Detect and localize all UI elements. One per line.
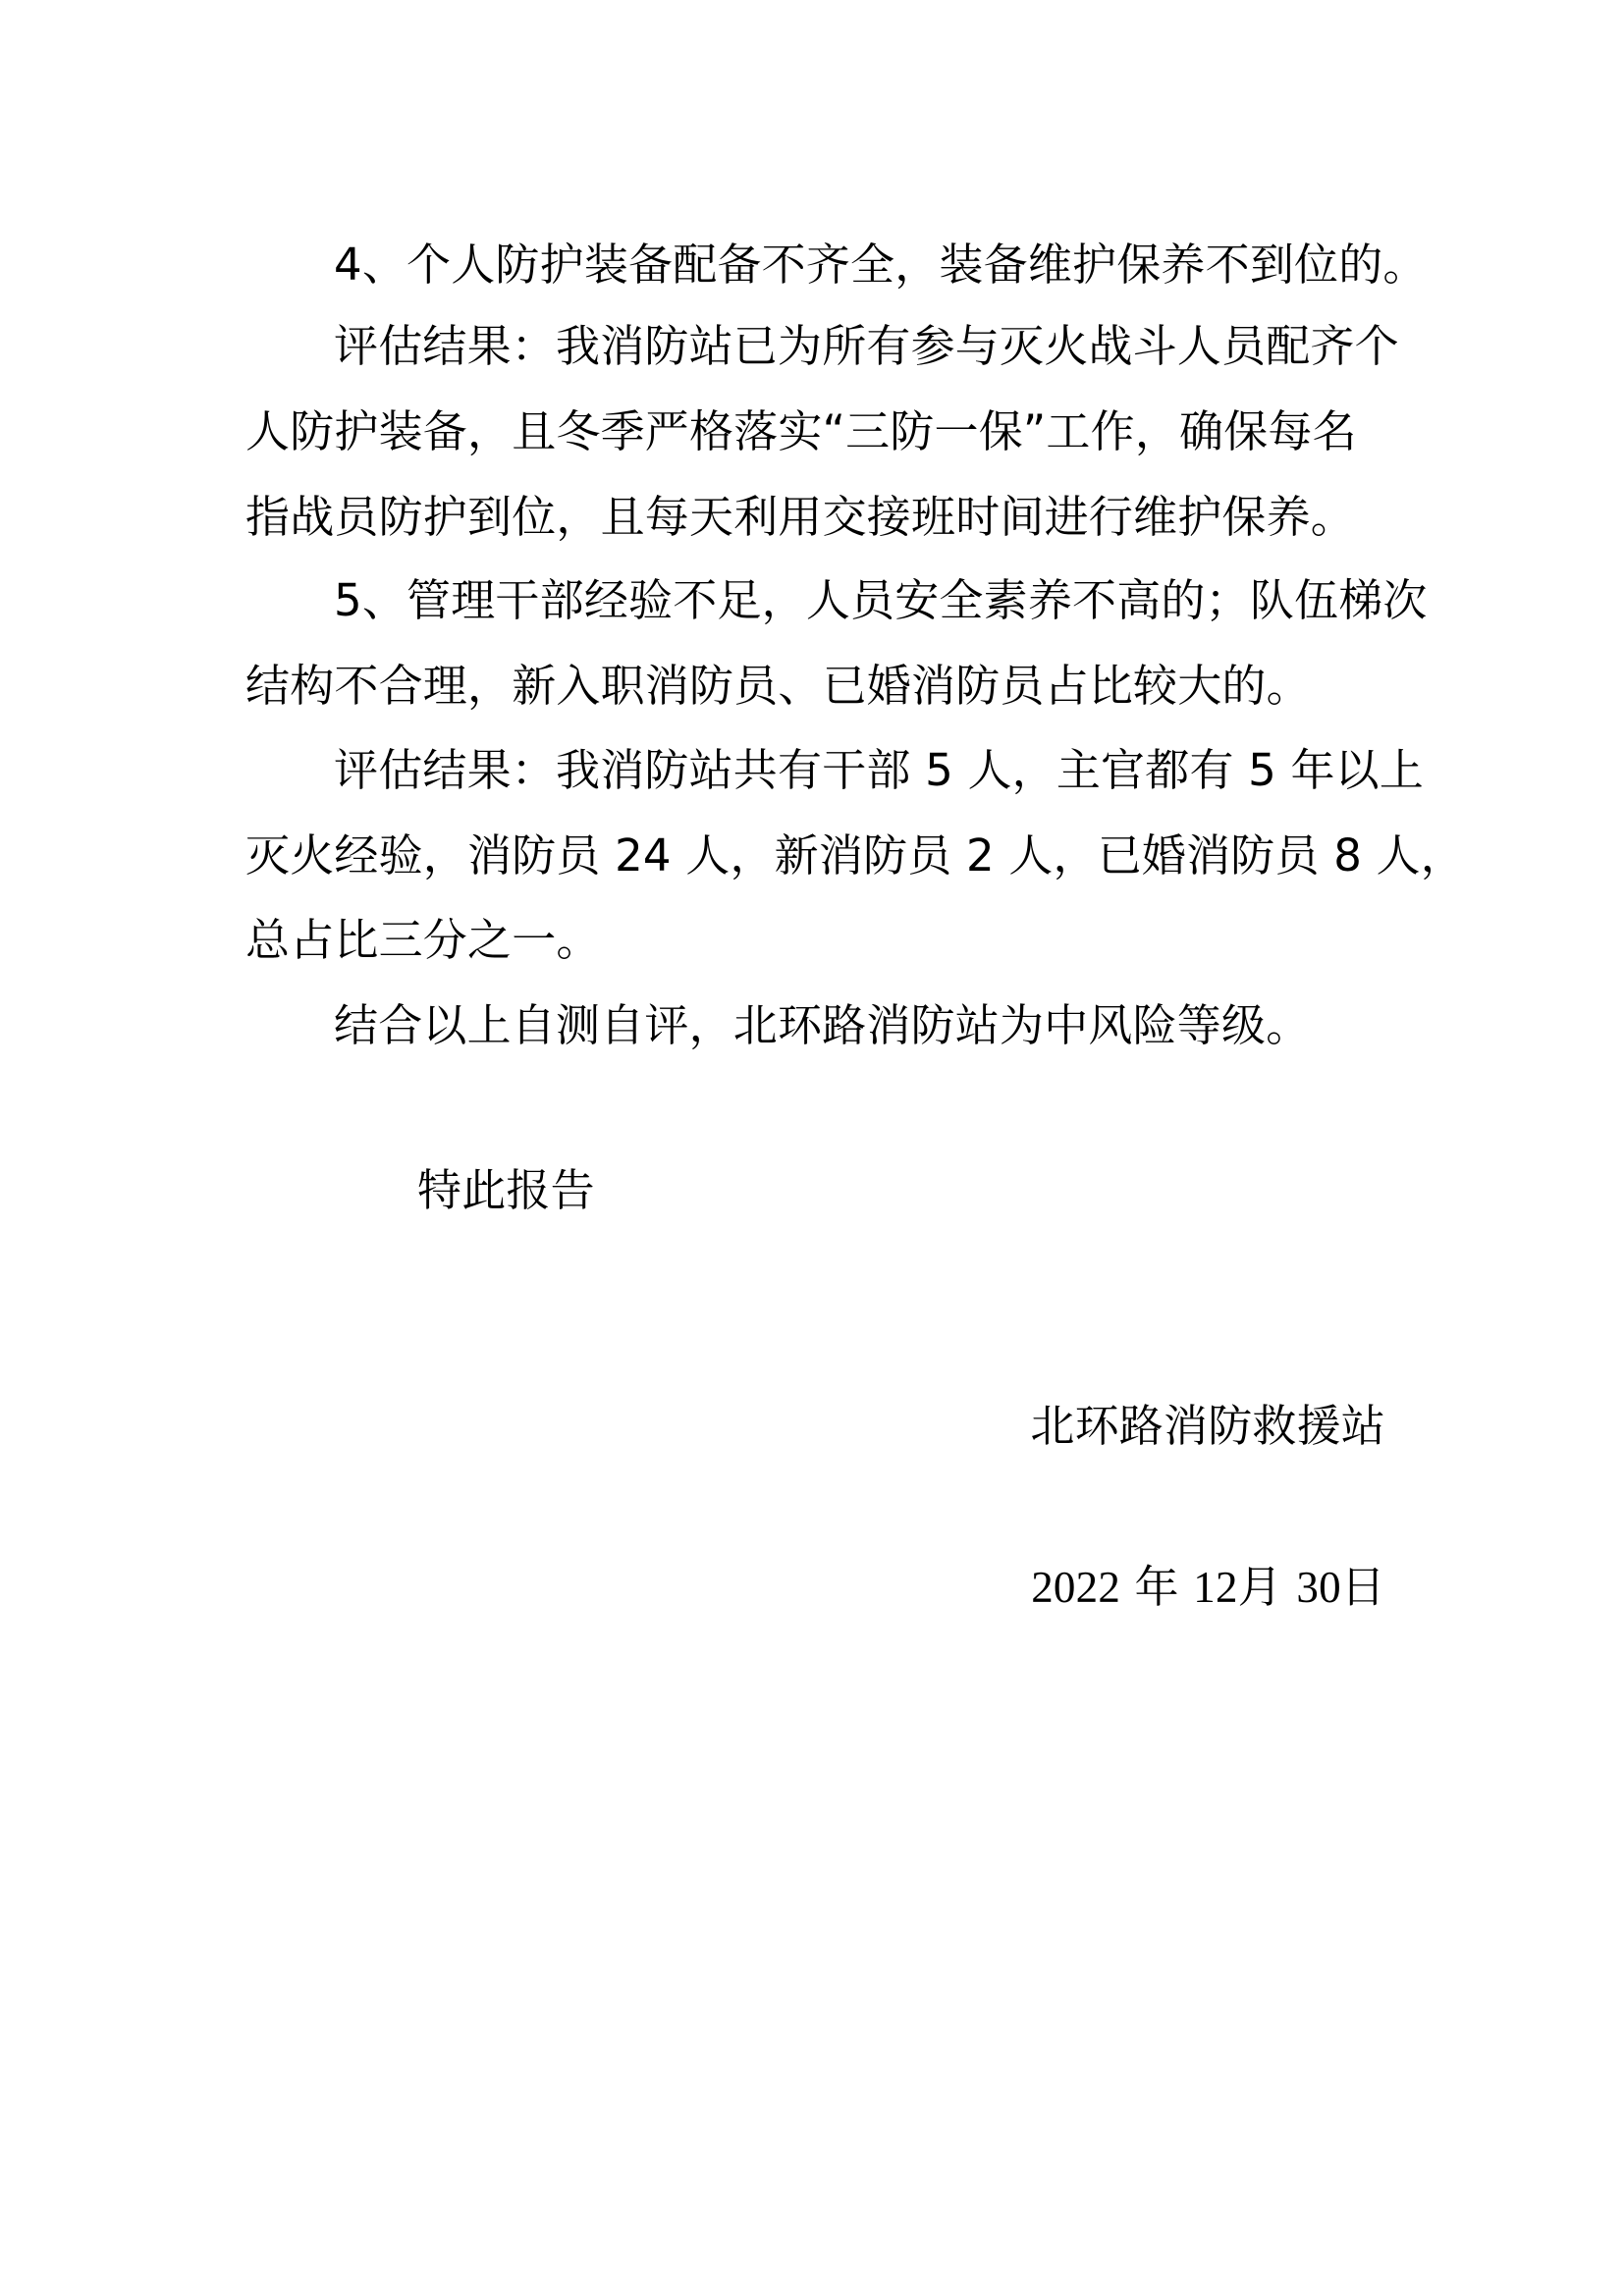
date-day: 30 (1296, 1563, 1341, 1612)
item-4-heading: 4、个人防护装备配备不齐全，装备维护保养不到位的。 (334, 239, 1428, 291)
item-4-result-line-2: 人防护装备，且冬季严格落实“三防一保”工作，确保每名 (245, 405, 1357, 457)
item-5-heading-line-2: 结构不合理，新入职消防员、已婚消防员占比较大的。 (245, 660, 1311, 712)
conclusion-paragraph: 结合以上自测自评，北环路消防站为中风险等级。 (334, 999, 1311, 1051)
signature-organization: 北环路消防救援站 (1030, 1400, 1385, 1452)
item-4-result-line-3: 指战员防护到位，且每天利用交接班时间进行维护保养。 (245, 491, 1356, 543)
closing-remark: 特此报告 (417, 1164, 595, 1216)
date-year-unit: 年 (1134, 1561, 1179, 1613)
item-5-result-line-3: 总占比三分之一。 (245, 914, 601, 966)
date-month-unit: 月 (1237, 1561, 1282, 1613)
item-5-result-line-2: 灭火经验，消防员 24 人，新消防员 2 人，已婚消防员 8 人， (245, 829, 1465, 881)
item-5-heading-line-1: 5、管理干部经验不足，人员安全素养不高的；队伍梯次 (334, 574, 1428, 626)
item-5-result-line-1: 评估结果：我消防站共有干部 5 人，主官都有 5 年以上 (334, 744, 1425, 796)
report-date (1031, 1563, 1385, 1612)
date-month: 12 (1193, 1563, 1238, 1612)
date-day-unit: 日 (1340, 1561, 1385, 1613)
item-4-result-line-1: 评估结果：我消防站已为所有参与灭火战斗人员配齐个 (334, 320, 1399, 372)
date-year: 2022 (1031, 1563, 1121, 1612)
